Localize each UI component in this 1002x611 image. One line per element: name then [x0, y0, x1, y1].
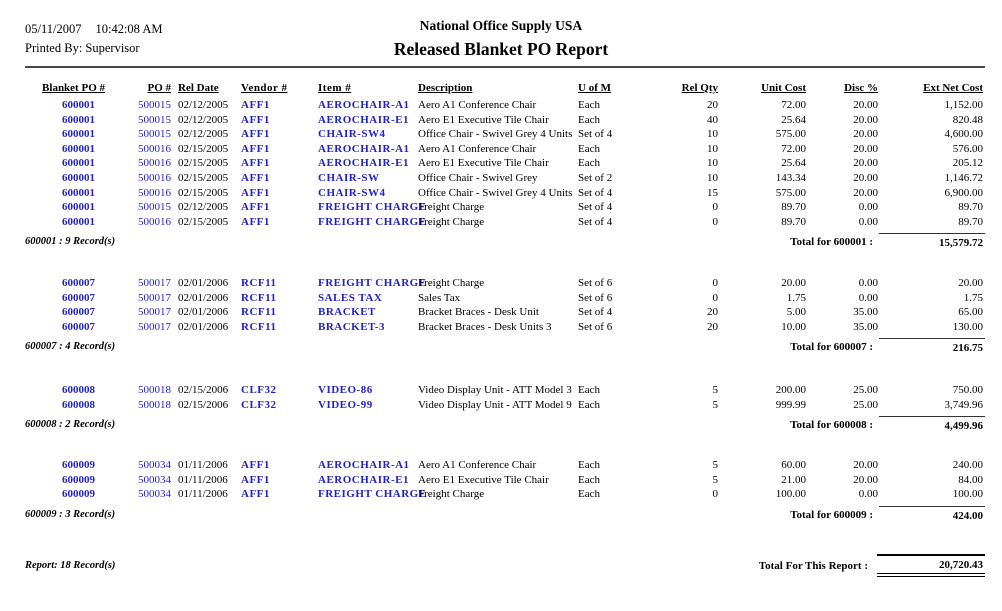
group-record-count: 600007 : 4 Record(s)	[25, 341, 116, 353]
group-total-value: 4,499.96	[879, 416, 985, 432]
cell-item[interactable]: FREIGHT CHARGE	[318, 277, 427, 289]
cell-item[interactable]: FREIGHT CHARGE	[318, 215, 427, 228]
cell-uom: Each	[578, 113, 600, 126]
group-total-value: 216.75	[879, 338, 985, 354]
cell-uom: Each	[578, 99, 600, 111]
table-row	[25, 305, 985, 320]
cell-description: Office Chair - Swivel Grey 4 Units	[418, 186, 573, 199]
table-row	[25, 142, 985, 157]
printed-date: 05/11/2007	[25, 22, 82, 36]
cell-ext_net_cost: 84.00	[958, 473, 983, 486]
col-header-item: Item #	[318, 82, 352, 94]
col-header-blanket_po: Blanket PO #	[42, 82, 105, 94]
cell-vendor[interactable]: AFF1	[241, 186, 270, 199]
cell-item[interactable]: AEROCHAIR-A1	[318, 142, 410, 155]
cell-description: Freight Charge	[418, 488, 485, 501]
col-header-description: Description	[418, 82, 473, 94]
cell-item[interactable]: AEROCHAIR-A1	[318, 459, 410, 471]
group-total-label: Total for 600008 :	[790, 419, 873, 432]
cell-disc_pct: 20.00	[853, 157, 878, 170]
cell-rel_qty: 0	[712, 291, 718, 304]
cell-uom: Set of 4	[578, 128, 613, 141]
cell-disc_pct: 20.00	[853, 142, 878, 155]
cell-po[interactable]: 500016	[138, 186, 171, 199]
cell-blanket_po[interactable]: 600007	[62, 320, 95, 333]
cell-item[interactable]: AEROCHAIR-E1	[318, 157, 409, 170]
cell-rel_date: 02/15/2005	[178, 215, 229, 228]
group-footer	[25, 506, 985, 526]
cell-unit_cost: 89.70	[781, 215, 806, 228]
cell-blanket_po[interactable]: 600001	[62, 171, 95, 184]
cell-item[interactable]: VIDEO-86	[318, 384, 373, 396]
table-row	[25, 171, 985, 186]
table-row	[25, 127, 985, 142]
report-heading	[0, 18, 1002, 60]
cell-description: Office Chair - Swivel Grey	[418, 171, 538, 184]
report-total-label: Total For This Report :	[758, 560, 868, 572]
cell-ext_net_cost: 205.12	[952, 157, 983, 170]
cell-uom: Set of 4	[578, 186, 613, 199]
cell-rel_qty: 20	[707, 306, 718, 319]
cell-po[interactable]: 500015	[138, 128, 171, 141]
cell-rel_qty: 5	[712, 473, 718, 486]
cell-blanket_po[interactable]: 600001	[62, 201, 95, 214]
cell-rel_qty: 40	[707, 113, 718, 126]
po-group-600008	[25, 383, 985, 436]
cell-vendor[interactable]: AFF1	[241, 128, 270, 141]
cell-rel_qty: 5	[712, 459, 718, 471]
group-total-value: 15,579.72	[879, 233, 985, 249]
cell-vendor[interactable]: AFF1	[241, 99, 270, 111]
group-total-label: Total for 600009 :	[790, 508, 873, 521]
cell-description: Aero E1 Executive Tile Chair	[418, 157, 549, 170]
cell-po[interactable]: 500016	[138, 215, 171, 228]
table-row	[25, 113, 985, 128]
table-row	[25, 487, 985, 502]
printed-by: Printed By: Supervisor	[25, 41, 140, 55]
cell-uom: Each	[578, 384, 600, 396]
col-header-ext_net_cost: Ext Net Cost	[923, 82, 983, 94]
cell-ext_net_cost: 820.48	[952, 113, 983, 126]
cell-ext_net_cost: 89.70	[958, 201, 983, 214]
po-group-600009	[25, 458, 985, 526]
cell-item[interactable]: FREIGHT CHARGE	[318, 488, 427, 501]
cell-disc_pct: 20.00	[853, 113, 878, 126]
table-row	[25, 291, 985, 306]
cell-vendor[interactable]: AFF1	[241, 157, 270, 170]
cell-ext_net_cost: 576.00	[952, 142, 983, 155]
cell-blanket_po[interactable]: 600001	[62, 99, 95, 111]
cell-rel_date: 02/15/2005	[178, 171, 229, 184]
cell-unit_cost: 1.75	[786, 291, 806, 304]
column-header-row	[25, 82, 985, 97]
cell-disc_pct: 0.00	[858, 277, 878, 289]
cell-item[interactable]: FREIGHT CHARGE	[318, 201, 427, 214]
table-row	[25, 320, 985, 335]
cell-description: Video Display Unit - ATT Model 9	[418, 398, 572, 411]
cell-ext_net_cost: 100.00	[952, 488, 983, 501]
cell-ext_net_cost: 1,152.00	[944, 99, 983, 111]
cell-item[interactable]: AEROCHAIR-E1	[318, 113, 409, 126]
cell-unit_cost: 72.00	[781, 99, 806, 111]
cell-description: Aero A1 Conference Chair	[418, 99, 537, 111]
cell-vendor[interactable]: AFF1	[241, 113, 270, 126]
cell-rel_date: 02/15/2006	[178, 384, 229, 396]
cell-unit_cost: 25.64	[781, 113, 806, 126]
cell-po[interactable]: 500017	[138, 277, 171, 289]
cell-disc_pct: 20.00	[853, 459, 878, 471]
cell-unit_cost: 575.00	[775, 186, 806, 199]
cell-blanket_po[interactable]: 600001	[62, 186, 95, 199]
cell-unit_cost: 21.00	[781, 473, 806, 486]
cell-rel_qty: 20	[707, 320, 718, 333]
report-title: Released Blanket PO Report	[393, 39, 609, 59]
table-row	[25, 458, 985, 473]
cell-blanket_po[interactable]: 600009	[62, 488, 95, 501]
cell-description: Aero A1 Conference Chair	[418, 142, 537, 155]
cell-disc_pct: 20.00	[853, 128, 878, 141]
cell-vendor[interactable]: AFF1	[241, 488, 270, 501]
cell-po[interactable]: 500016	[138, 157, 171, 170]
cell-rel_date: 01/11/2006	[178, 473, 228, 486]
group-total-label: Total for 600007 :	[790, 341, 873, 354]
cell-disc_pct: 35.00	[853, 306, 878, 319]
cell-ext_net_cost: 1,146.72	[944, 171, 983, 184]
cell-po[interactable]: 500034	[138, 473, 171, 486]
cell-vendor[interactable]: AFF1	[241, 142, 270, 155]
table-row	[25, 215, 985, 230]
cell-uom: Set of 6	[578, 320, 613, 333]
cell-vendor[interactable]: AFF1	[241, 215, 270, 228]
cell-uom: Set of 6	[578, 291, 613, 304]
cell-blanket_po[interactable]: 600007	[62, 277, 95, 289]
cell-rel_date: 02/01/2006	[178, 306, 229, 319]
cell-vendor[interactable]: RCF11	[241, 277, 277, 289]
cell-description: Sales Tax	[418, 291, 461, 304]
cell-ext_net_cost: 240.00	[952, 459, 983, 471]
cell-po[interactable]: 500018	[138, 398, 171, 411]
cell-po[interactable]: 500015	[138, 113, 171, 126]
cell-disc_pct: 20.00	[853, 171, 878, 184]
cell-disc_pct: 35.00	[853, 320, 878, 333]
group-footer	[25, 416, 985, 436]
cell-ext_net_cost: 20.00	[958, 277, 983, 289]
cell-rel_date: 02/15/2005	[178, 186, 229, 199]
cell-rel_date: 02/12/2005	[178, 201, 229, 214]
report-total-value: 20,720.43	[877, 554, 985, 577]
cell-rel_qty: 10	[707, 157, 718, 170]
cell-vendor[interactable]: CLF32	[241, 398, 277, 411]
cell-vendor[interactable]: AFF1	[241, 459, 270, 471]
cell-ext_net_cost: 4,600.00	[944, 128, 983, 141]
company-name: National Office Supply USA	[419, 18, 583, 33]
cell-blanket_po[interactable]: 600007	[62, 291, 95, 304]
cell-po[interactable]: 500016	[138, 142, 171, 155]
cell-blanket_po[interactable]: 600001	[62, 142, 95, 155]
cell-item[interactable]: CHAIR-SW4	[318, 186, 386, 199]
cell-rel_qty: 0	[712, 201, 718, 214]
col-header-rel_date: Rel Date	[178, 82, 219, 94]
cell-uom: Each	[578, 157, 600, 170]
cell-disc_pct: 0.00	[858, 215, 878, 228]
table-row	[25, 186, 985, 201]
cell-blanket_po[interactable]: 600008	[62, 398, 95, 411]
table-row	[25, 473, 985, 488]
cell-vendor[interactable]: RCF11	[241, 291, 277, 304]
cell-disc_pct: 0.00	[858, 291, 878, 304]
cell-unit_cost: 575.00	[775, 128, 806, 141]
cell-unit_cost: 60.00	[781, 459, 806, 471]
col-header-vendor: Vendor #	[241, 82, 288, 94]
cell-description: Freight Charge	[418, 277, 485, 289]
col-header-unit_cost: Unit Cost	[761, 82, 806, 94]
cell-ext_net_cost: 130.00	[952, 320, 983, 333]
cell-po[interactable]: 500015	[138, 201, 171, 214]
cell-item[interactable]: BRACKET	[318, 306, 376, 319]
cell-rel_date: 02/01/2006	[178, 320, 229, 333]
cell-ext_net_cost: 89.70	[958, 215, 983, 228]
cell-disc_pct: 0.00	[858, 488, 878, 501]
po-group-600007	[25, 276, 985, 358]
printed-time: 10:42:08 AM	[95, 22, 163, 36]
cell-rel_qty: 0	[712, 277, 718, 289]
cell-unit_cost: 100.00	[775, 488, 806, 501]
cell-unit_cost: 25.64	[781, 157, 806, 170]
cell-uom: Set of 2	[578, 171, 613, 184]
cell-description: Freight Charge	[418, 215, 485, 228]
table-row	[25, 398, 985, 413]
group-record-count: 600008 : 2 Record(s)	[25, 419, 116, 431]
cell-rel_date: 02/01/2006	[178, 277, 229, 289]
cell-rel_qty: 0	[712, 215, 718, 228]
cell-uom: Each	[578, 488, 600, 501]
cell-unit_cost: 5.00	[786, 306, 806, 319]
cell-vendor[interactable]: RCF11	[241, 320, 277, 333]
cell-rel_qty: 15	[707, 186, 718, 199]
cell-po[interactable]: 500034	[138, 488, 171, 501]
cell-item[interactable]: AEROCHAIR-E1	[318, 473, 409, 486]
cell-item[interactable]: SALES TAX	[318, 291, 383, 304]
cell-unit_cost: 10.00	[781, 320, 806, 333]
cell-uom: Each	[578, 473, 600, 486]
cell-unit_cost: 999.99	[775, 398, 806, 411]
cell-description: Aero E1 Executive Tile Chair	[418, 113, 549, 126]
po-group-600001	[25, 98, 985, 253]
cell-rel_qty: 5	[712, 398, 718, 411]
cell-disc_pct: 0.00	[858, 201, 878, 214]
cell-disc_pct: 20.00	[853, 99, 878, 111]
cell-rel_qty: 20	[707, 99, 718, 111]
cell-ext_net_cost: 750.00	[952, 384, 983, 396]
cell-rel_date: 02/15/2006	[178, 398, 229, 411]
cell-item[interactable]: CHAIR-SW4	[318, 128, 386, 141]
cell-uom: Each	[578, 398, 600, 411]
cell-rel_date: 02/12/2005	[178, 128, 229, 141]
cell-item[interactable]: CHAIR-SW	[318, 171, 380, 184]
cell-description: Bracket Braces - Desk Unit	[418, 306, 539, 319]
group-total-label: Total for 600001 :	[790, 236, 873, 249]
col-header-disc_pct: Disc %	[844, 82, 878, 94]
cell-item[interactable]: BRACKET-3	[318, 320, 386, 333]
cell-disc_pct: 20.00	[853, 473, 878, 486]
cell-uom: Set of 4	[578, 215, 613, 228]
cell-unit_cost: 89.70	[781, 201, 806, 214]
group-footer	[25, 338, 985, 358]
cell-description: Video Display Unit - ATT Model 3	[418, 384, 572, 396]
cell-item[interactable]: VIDEO-99	[318, 398, 373, 411]
cell-rel_date: 02/12/2005	[178, 99, 229, 111]
cell-uom: Set of 4	[578, 306, 613, 319]
col-header-uom: U of M	[578, 82, 611, 94]
cell-description: Office Chair - Swivel Grey 4 Units	[418, 128, 573, 141]
group-footer	[25, 233, 985, 253]
cell-disc_pct: 25.00	[853, 384, 878, 396]
cell-item[interactable]: AEROCHAIR-A1	[318, 99, 410, 111]
cell-rel_date: 01/11/2006	[178, 488, 228, 501]
report-record-count: Report: 18 Record(s)	[25, 560, 116, 571]
col-header-po: PO #	[147, 82, 171, 94]
cell-rel_date: 02/12/2005	[178, 113, 229, 126]
col-header-rel_qty: Rel Qty	[681, 82, 718, 94]
cell-unit_cost: 200.00	[775, 384, 806, 396]
cell-uom: Set of 6	[578, 277, 613, 289]
cell-po[interactable]: 500017	[138, 320, 171, 333]
cell-vendor[interactable]: AFF1	[241, 201, 270, 214]
cell-blanket_po[interactable]: 600001	[62, 215, 95, 228]
cell-ext_net_cost: 65.00	[958, 306, 983, 319]
group-total-value: 424.00	[879, 506, 985, 522]
cell-uom: Each	[578, 459, 600, 471]
cell-rel_qty: 0	[712, 488, 718, 501]
cell-unit_cost: 72.00	[781, 142, 806, 155]
cell-rel_date: 02/01/2006	[178, 291, 229, 304]
cell-description: Aero E1 Executive Tile Chair	[418, 473, 549, 486]
group-record-count: 600009 : 3 Record(s)	[25, 508, 116, 520]
cell-blanket_po[interactable]: 600009	[62, 459, 95, 471]
cell-blanket_po[interactable]: 600001	[62, 157, 95, 170]
cell-description: Freight Charge	[418, 201, 485, 214]
header-divider	[25, 66, 985, 68]
cell-blanket_po[interactable]: 600001	[62, 128, 95, 141]
cell-vendor[interactable]: RCF11	[241, 306, 277, 319]
table-row	[25, 200, 985, 215]
cell-description: Bracket Braces - Desk Units 3	[418, 320, 552, 333]
group-record-count: 600001 : 9 Record(s)	[25, 236, 116, 248]
table-row	[25, 156, 985, 171]
cell-rel_qty: 10	[707, 171, 718, 184]
report-footer	[25, 554, 985, 580]
cell-vendor[interactable]: AFF1	[241, 473, 270, 486]
cell-po[interactable]: 500017	[138, 291, 171, 304]
cell-blanket_po[interactable]: 600008	[62, 384, 95, 396]
table-row	[25, 276, 985, 291]
cell-blanket_po[interactable]: 600009	[62, 473, 95, 486]
cell-blanket_po[interactable]: 600007	[62, 306, 95, 319]
cell-description: Aero A1 Conference Chair	[418, 459, 537, 471]
cell-po[interactable]: 500017	[138, 306, 171, 319]
cell-unit_cost: 143.34	[775, 171, 806, 184]
cell-blanket_po[interactable]: 600001	[62, 113, 95, 126]
cell-uom: Each	[578, 142, 600, 155]
cell-ext_net_cost: 3,749.96	[944, 398, 983, 411]
table-row	[25, 383, 985, 398]
cell-rel_date: 02/15/2005	[178, 157, 229, 170]
cell-po[interactable]: 500034	[138, 459, 171, 471]
cell-uom: Set of 4	[578, 201, 613, 214]
cell-rel_qty: 10	[707, 142, 718, 155]
cell-po[interactable]: 500016	[138, 171, 171, 184]
cell-rel_qty: 10	[707, 128, 718, 141]
cell-po[interactable]: 500015	[138, 99, 171, 111]
cell-ext_net_cost: 6,900.00	[944, 186, 983, 199]
cell-rel_date: 02/15/2005	[178, 142, 229, 155]
cell-vendor[interactable]: AFF1	[241, 171, 270, 184]
cell-vendor[interactable]: CLF32	[241, 384, 277, 396]
cell-rel_date: 01/11/2006	[178, 459, 228, 471]
cell-po[interactable]: 500018	[138, 384, 171, 396]
cell-disc_pct: 25.00	[853, 398, 878, 411]
cell-rel_qty: 5	[712, 384, 718, 396]
cell-unit_cost: 20.00	[781, 277, 806, 289]
table-row	[25, 98, 985, 113]
cell-disc_pct: 20.00	[853, 186, 878, 199]
cell-ext_net_cost: 1.75	[963, 291, 983, 304]
